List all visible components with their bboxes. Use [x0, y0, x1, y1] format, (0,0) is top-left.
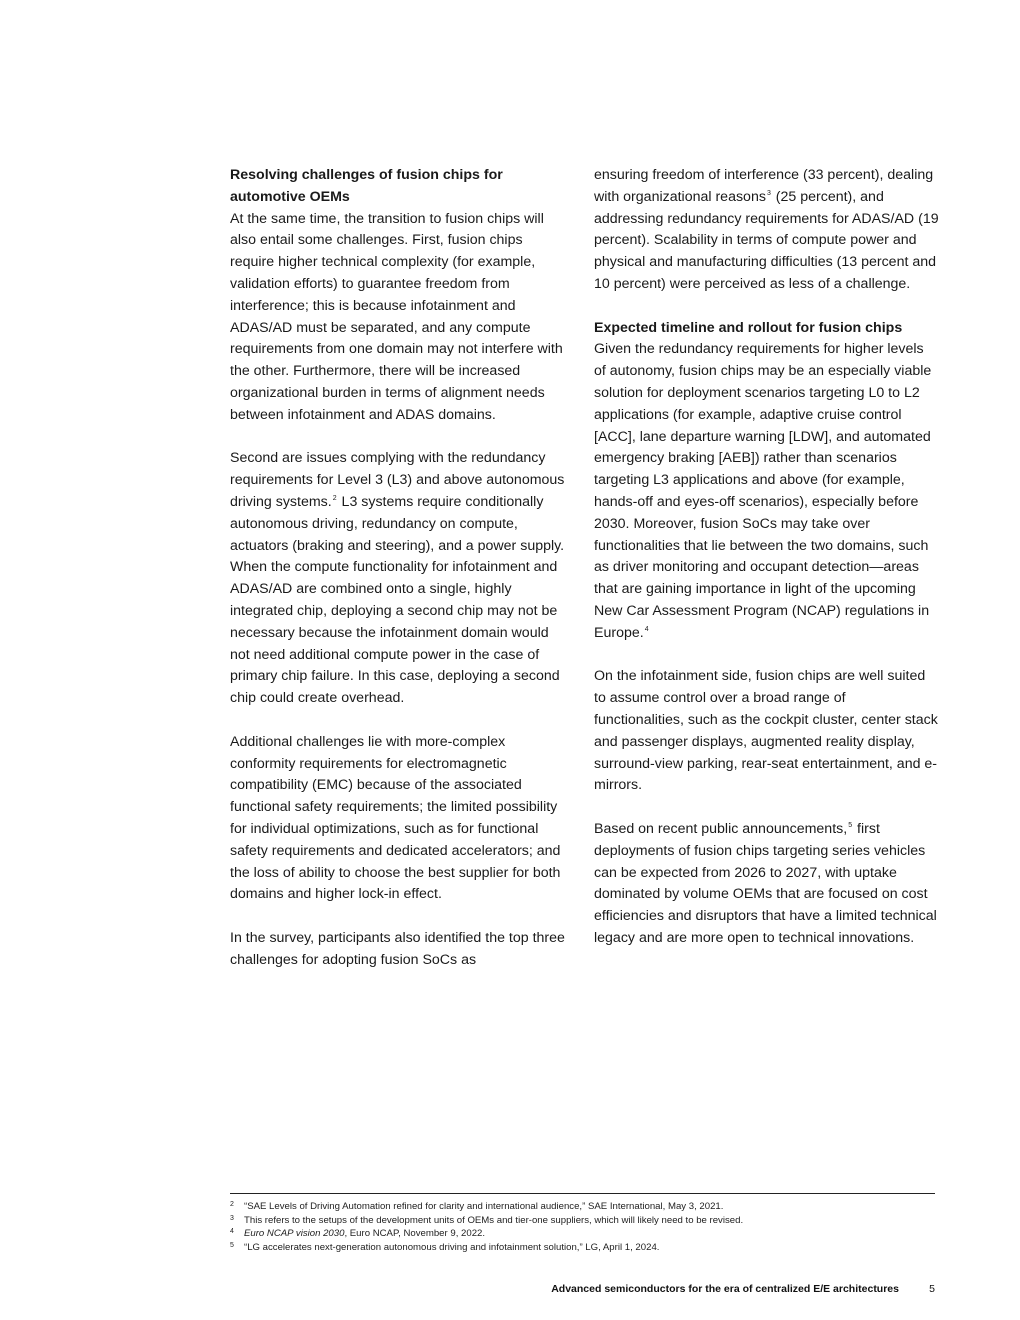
footnote: [230, 1241, 935, 1255]
footnote-ref[interactable]: 5: [848, 821, 853, 829]
paragraph: On the infotainment side, fusion chips are well suited to assume control over a broad range of functionalities, such as the cockpit cluster, center stack and passenger displays, augmented reality display, surround-view parking, rear-seat entertainment, and e-mirrors.: [594, 668, 938, 794]
paragraph: In the survey, participants also identified the top three challenges for adopting fusion SoCs as: [230, 929, 565, 968]
right-column: [594, 165, 939, 950]
section-heading-timeline: Expected timeline and rollout for fusion chips: [594, 319, 903, 336]
footnote-text: This refers to the setups of the development units of OEMs and tier-one suppliers, which will likely need to be revised.: [244, 1214, 744, 1226]
footnote-ref[interactable]: 3: [766, 189, 771, 197]
left-column: [230, 165, 570, 971]
footnote: [230, 1200, 935, 1214]
footnote-ref[interactable]: 4: [644, 625, 649, 633]
footnote-text: , Euro NCAP, November 9, 2022.: [344, 1228, 486, 1239]
footnote: [230, 1214, 935, 1228]
paragraph: ensuring freedom of interference (33 percent), dealing with organizational reasons$^3$ (25 percent), and addressing redundancy requirements for ADAS/AD (19 percent). Scalability in terms of compute power and physical and manufacturing difficulties (13 percent and 10 percent) were perceived as less of a challenge.: [594, 167, 939, 292]
footnote-title: Euro NCAP vision 2030: [244, 1228, 345, 1239]
footnote-number: 4: [230, 1228, 234, 1235]
footnote-divider: [230, 1193, 935, 1194]
paragraph: Given the redundancy requirements for higher levels of autonomy, fusion chips may be an especially viable solution for deployment scenarios targeting L0 to L2 applications (for example, adaptive cruise control [ACC], lane departure warning [LDW], and automated emergency braking [AEB]) rather than scenarios targeting L3 applications and above (for example, hands-off and eyes-off scenarios), especially before 2030. Moreover, fusion SoCs may take over functionalities that lie between the two domains, such as driver monitoring and occupant detection—areas that are gaining importance in light of the upcoming New Car Assessment Program (NCAP) regulations in Europe.$^4$: [594, 341, 932, 641]
footnotes: [230, 1200, 935, 1254]
footnote: [230, 1227, 935, 1241]
page-number: 5: [929, 1283, 935, 1295]
footer-title: Advanced semiconductors for the era of centralized E/E architectures: [551, 1283, 899, 1295]
section-heading-challenges: Resolving challenges of fusion chips for automotive OEMs: [230, 167, 503, 205]
footnote-number: 2: [230, 1201, 234, 1208]
paragraph: Second are issues complying with the redundancy requirements for Level 3 (L3) and above autonomous driving systems.$^2$ L3 systems require conditionally autonomous driving, redundancy on compute, actuators (braking and steering), and a power supply. When the compute functionality for infotainment and ADAS/AD are combined onto a single, highly integrated chip, deploying a second chip may not be necessary because the infotainment domain would not need additional compute power in the case of primary chip failure. In this case, deploying a second chip could create overhead.: [230, 450, 565, 707]
paragraph: Based on recent public announcements,$^5$ first deployments of fusion chips targeting series vehicles can be expected from 2026 to 2027, with uptake dominated by volume OEMs that are focused on cost efficiencies and disruptors that have a limited technical legacy and are more open to technical innovations.: [594, 820, 937, 946]
footnote-text: “LG accelerates next-generation autonomous driving and infotainment solution,” LG, April 1, 2024.: [244, 1241, 660, 1253]
paragraph: At the same time, the transition to fusion chips will also entail some challenges. First, fusion chips require higher technical complexity (for example, validation efforts) to guarantee freedom from interference; this is because infotainment and ADAS/AD must be separated, and any compute requirements from one domain may not interfere with the other. Furthermore, there will be increased organizational burden in terms of alignment needs between infotainment and ADAS domains.: [230, 210, 563, 423]
footnote-number: 5: [230, 1241, 234, 1249]
footnote-text: “SAE Levels of Driving Automation refined for clarity and international audience,” SAE International, May 3, 2021.: [244, 1201, 724, 1212]
paragraph: Additional challenges lie with more-complex conformity requirements for electromagnetic compatibility (EMC) because of the associated functional safety requirements; the limited possibility for individual optimizations, such as for functional safety requirements and dedicated accelerators; and the loss of ability to choose the best supplier for both domains and higher lock-in effect.: [230, 733, 561, 903]
footnote-number: 3: [230, 1214, 234, 1222]
footnote-ref[interactable]: 2: [332, 494, 337, 502]
